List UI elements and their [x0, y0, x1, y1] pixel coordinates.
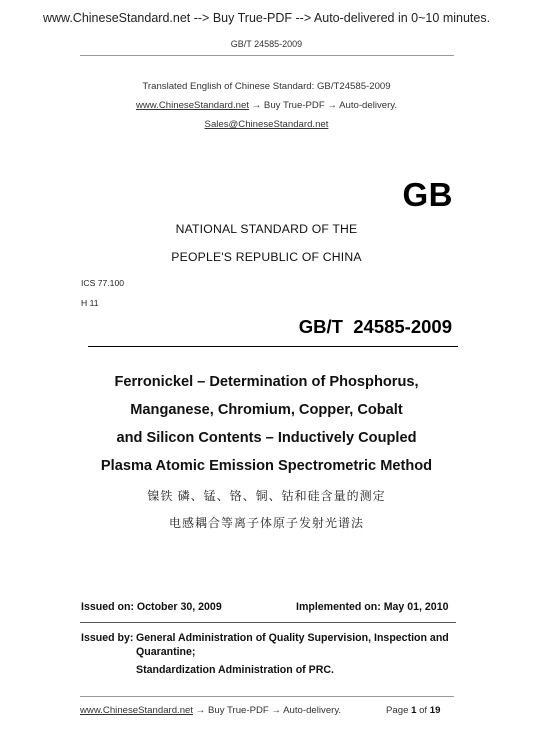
title-cn-line-1: 镍铁 磷、锰、铬、铜、钴和硅含量的测定 — [147, 489, 386, 503]
title-cn-line-2: 电感耦合等离子体原子发射光谱法 — [168, 516, 364, 530]
ccs-code: H 11 — [81, 298, 99, 308]
translation-note: Translated English of Chinese Standard: GB/T24585-2009 — [142, 81, 391, 92]
page-number — [386, 705, 440, 716]
translation-email-line — [0, 119, 533, 130]
banner-buy-text: Buy True-PDF — [212, 11, 293, 25]
footer-divider — [80, 696, 454, 697]
translation-site-link[interactable]: www.ChineseStandard.net — [135, 100, 249, 111]
title-en-line-4: Plasma Atomic Emission Spectrometric Method — [100, 458, 433, 474]
gb-logo: GB — [402, 176, 453, 213]
implemented-on-date: Implemented on: May 01, 2010 — [296, 601, 449, 613]
page-of: of — [419, 705, 428, 716]
banner-arrow-2: --> — [292, 11, 314, 25]
footer-link-line — [80, 705, 341, 716]
title-en-line-1: Ferronickel – Determination of Phosphorus, — [114, 374, 419, 390]
issuer-line-2: Quarantine; — [136, 646, 196, 658]
header-divider — [80, 55, 454, 56]
banner-arrow-1: --> — [190, 11, 213, 25]
dates-divider — [80, 622, 456, 623]
ics-code: ICS 77.100 — [81, 278, 124, 288]
issuer-line-1: General Administration of Quality Supervision, Inspection and — [136, 632, 449, 644]
issued-by-label: Issued by: — [81, 632, 134, 644]
top-banner — [0, 11, 533, 25]
title-en-line-2: Manganese, Chromium, Copper, Cobalt — [130, 402, 403, 418]
title-en-line-3: and Silicon Contents – Inductively Coupled — [116, 430, 417, 446]
national-standard-line-2: PEOPLE'S REPUBLIC OF CHINA — [171, 250, 362, 264]
translation-buy-text: → Buy True-PDF → Auto-delivery. — [249, 100, 398, 111]
national-standard-line-1: NATIONAL STANDARD OF THE — [175, 222, 358, 236]
footer-buy-text: → Buy True-PDF → Auto-delivery. — [193, 705, 342, 716]
translation-link-line — [0, 100, 533, 111]
page-total: 19 — [429, 705, 441, 716]
running-header-doc-id: GB/T 24585-2009 — [230, 39, 303, 49]
standard-code-underline — [88, 346, 458, 347]
banner-site-link[interactable]: www.ChineseStandard.net — [42, 11, 191, 25]
sales-email-link[interactable]: Sales@ChineseStandard.net — [204, 119, 329, 130]
footer-site-link[interactable]: www.ChineseStandard.net — [80, 705, 194, 716]
page-label: Page — [386, 705, 409, 716]
banner-delivery-text: Auto-delivered in 0~10 minutes. — [313, 11, 491, 25]
issuer-line-3: Standardization Administration of PRC. — [136, 664, 334, 676]
page-current: 1 — [411, 705, 417, 716]
standard-code: GB/T 24585-2009 — [298, 316, 452, 337]
issued-on-date: Issued on: October 30, 2009 — [81, 601, 222, 613]
